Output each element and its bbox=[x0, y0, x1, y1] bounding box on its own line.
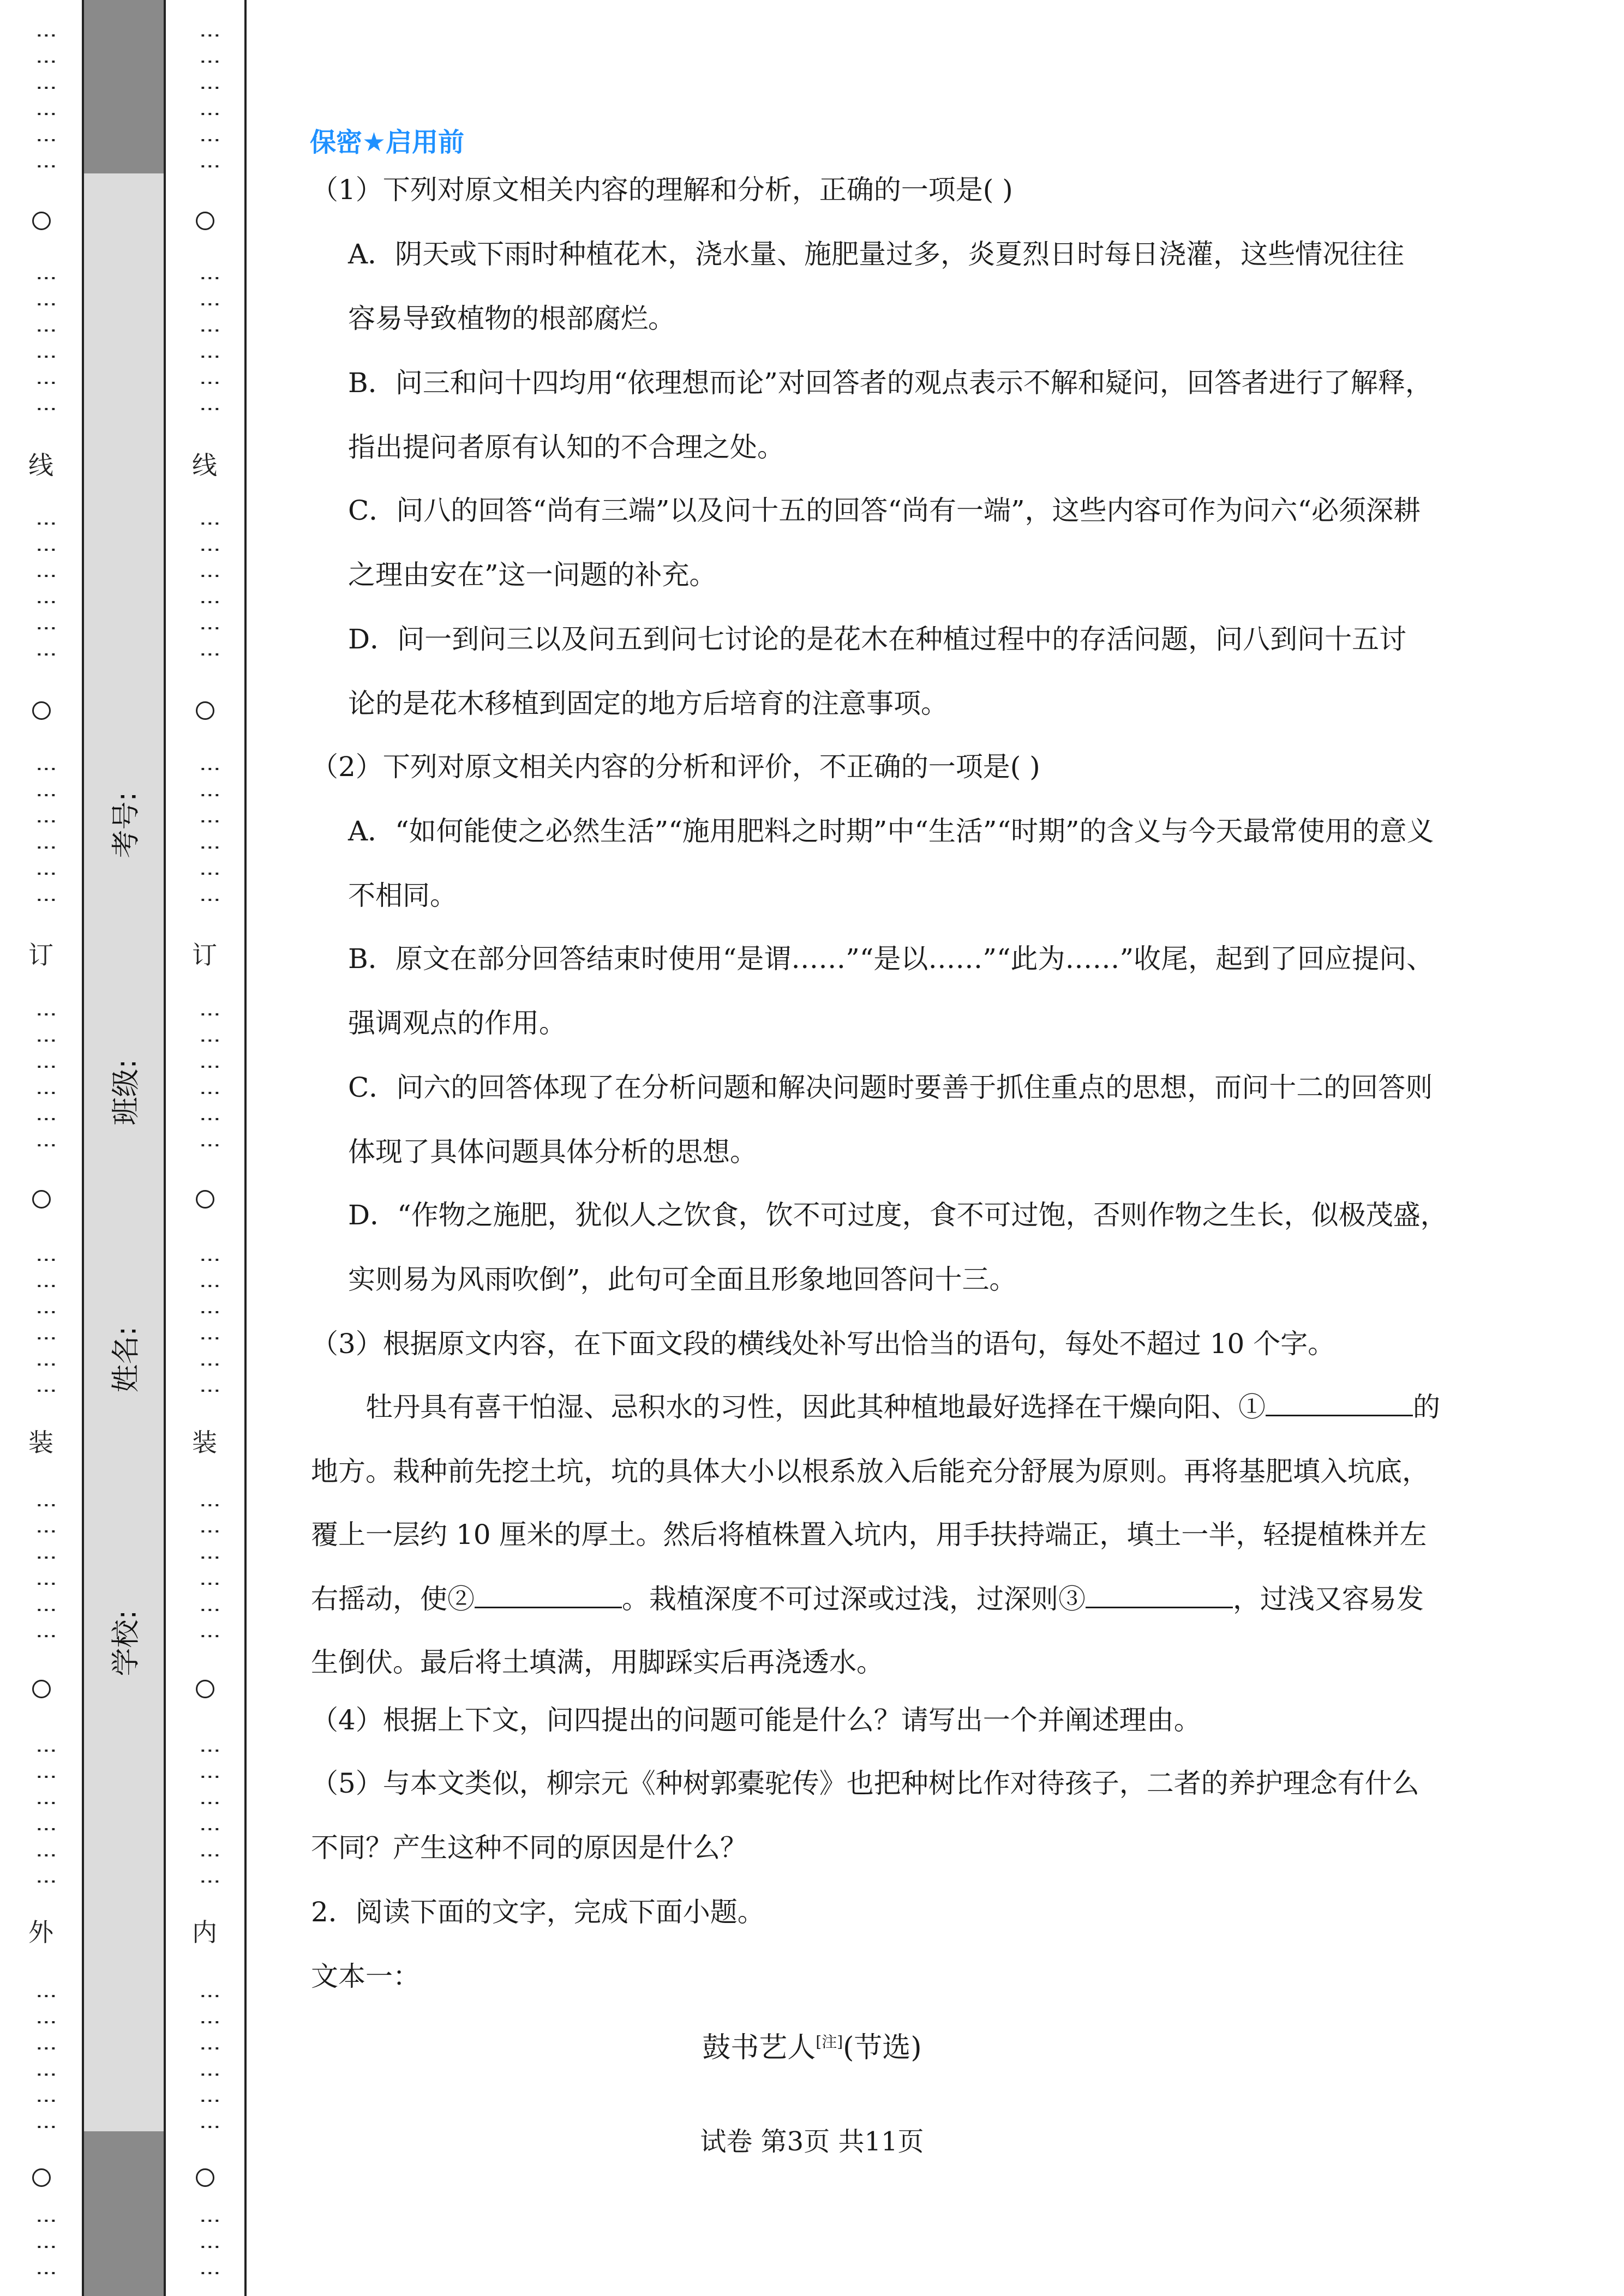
q3-text: 。栽植深度不可过深或过浅，过深则③ bbox=[622, 1583, 1086, 1615]
binding-band bbox=[83, 0, 165, 2296]
inner-mark-zhuang: 装 bbox=[192, 1428, 217, 1457]
inner-mark-nei: 内 bbox=[192, 1918, 217, 1947]
binding-hole-icon bbox=[196, 701, 214, 720]
q1-option-d-cont: 论的是花木移植到固定的地方后培育的注意事项。 bbox=[348, 688, 948, 719]
q3-passage-line-4 bbox=[311, 1583, 1424, 1615]
question-3-stem: （3）根据原文内容，在下面文段的横线处补写出恰当的语句，每处不超过 10 个字。 bbox=[311, 1328, 1335, 1360]
binding-hole-icon bbox=[32, 701, 51, 720]
q2-option-c: C．问六的回答体现了在分析问题和解决问题时要善于抓住重点的思想，而问十二的回答则 bbox=[348, 1072, 1433, 1103]
margin-divider-mid bbox=[164, 0, 166, 2296]
q3-passage-line-1 bbox=[365, 1391, 1440, 1423]
q3-passage-line-5: 生倒伏。最后将土填满，用脚踩实后再浇透水。 bbox=[311, 1646, 884, 1678]
outer-mark-ding: 订 bbox=[28, 940, 53, 970]
margin-divider-left bbox=[82, 0, 84, 2296]
binding-band-top bbox=[83, 0, 165, 173]
question-5-stem-cont: 不同？产生这种不同的原因是什么？ bbox=[311, 1832, 747, 1864]
field-exam-number-label[interactable]: 考号: bbox=[110, 791, 143, 858]
q1-option-d: D．问一到问三以及问五到问七讨论的是花木在种植过程中的存活问题，问八到问十五讨 bbox=[348, 623, 1407, 655]
binding-hole-icon bbox=[196, 1680, 214, 1698]
q2-option-a-cont: 不相同。 bbox=[348, 880, 457, 911]
passage-title-suffix: (节选) bbox=[843, 2031, 922, 2064]
binding-hole-icon bbox=[196, 212, 214, 230]
passage-title bbox=[0, 2024, 1624, 2065]
binding-hole-icon bbox=[32, 2168, 51, 2187]
binding-hole-icon bbox=[196, 1190, 214, 1209]
outer-mark-wai: 外 bbox=[28, 1918, 53, 1947]
page-footer: 试卷 第3页 共11页 bbox=[700, 2126, 924, 2157]
q1-option-a: A．阴天或下雨时种植花木，浇水量、施肥量过多，炎夏烈日时每日浇灌，这些情况往往 bbox=[348, 238, 1405, 270]
binding-hole-icon bbox=[196, 2168, 214, 2187]
q2-option-d: D．“作物之施肥，犹似人之饮食，饮不可过度，食不可过饱，否则作物之生长，似极茂盛， bbox=[348, 1199, 1448, 1231]
q1-option-b-cont: 指出提问者原有认知的不合理之处。 bbox=[348, 431, 784, 463]
q3-text: ，过浅又容易发 bbox=[1233, 1583, 1424, 1615]
text-one-label: 文本一： bbox=[311, 1961, 420, 1992]
inner-mark-xian: 线 bbox=[192, 450, 217, 480]
q2-option-d-cont: 实则易为风雨吹倒”，此句可全面且形象地回答问十三。 bbox=[348, 1264, 1017, 1295]
q2-option-b-cont: 强调观点的作用。 bbox=[348, 1007, 566, 1039]
field-name-label[interactable]: 姓名: bbox=[110, 1326, 143, 1393]
outer-cut-line: ⋮⋮⋮⋮⋮⋮ ⋮⋮⋮⋮⋮⋮ 线 ⋮⋮⋮⋮⋮⋮ ⋮⋮⋮⋮⋮⋮ 订 ⋮⋮⋮⋮⋮⋮ ⋮⋮⋮⋮⋮⋮ 装 ⋮⋮⋮⋮⋮⋮ ⋮⋮⋮⋮⋮⋮ 外 ⋮⋮⋮⋮⋮⋮ ⋮⋮⋮ bbox=[25, 0, 57, 2296]
q2-option-a: A．“如何能使之必然生活”“施用肥料之时期”中“生活”“时期”的含义与今天最常使用的意义 bbox=[348, 815, 1434, 847]
q3-passage-line-2: 地方。栽种前先挖土坑，坑的具体大小以根系放入后能充分舒展为原则。再将基肥填入坑底， bbox=[311, 1456, 1429, 1487]
margin-divider-right bbox=[244, 0, 247, 2296]
q1-option-c: C．问八的回答“尚有三端”以及问十五的回答“尚有一端”，这些内容可作为问六“必须深耕 bbox=[348, 495, 1421, 526]
outer-mark-xian: 线 bbox=[28, 450, 53, 480]
question-2-stem: （2）下列对原文相关内容的分析和评价，不正确的一项是( ) bbox=[311, 751, 1040, 783]
question-5-stem: （5）与本文类似，柳宗元《种树郭橐驼传》也把种树比作对待孩子，二者的养护理念有什么 bbox=[311, 1768, 1419, 1799]
q3-text: 的 bbox=[1413, 1391, 1440, 1423]
q1-option-c-cont: 之理由安在”这一问题的补充。 bbox=[348, 559, 717, 591]
binding-band-middle bbox=[83, 173, 165, 2131]
binding-hole-icon bbox=[32, 1190, 51, 1209]
outer-mark-zhuang: 装 bbox=[28, 1428, 53, 1457]
q3-text: 右摇动，使② bbox=[311, 1583, 475, 1615]
field-class-label[interactable]: 班级: bbox=[110, 1059, 143, 1126]
q2-option-c-cont: 体现了具体问题具体分析的思想。 bbox=[348, 1136, 757, 1168]
passage-note-mark: [注] bbox=[816, 2033, 843, 2051]
q3-passage-line-3: 覆上一层约 10 厘米的厚土。然后将植株置入坑内，用手扶持端正，填土一半，轻提植株并左 bbox=[311, 1519, 1427, 1550]
binding-hole-icon bbox=[32, 212, 51, 230]
inner-mark-ding: 订 bbox=[192, 940, 217, 970]
field-school-label[interactable]: 学校: bbox=[110, 1609, 143, 1676]
binding-hole-icon bbox=[32, 1680, 51, 1698]
answer-blank-3[interactable] bbox=[1086, 1583, 1233, 1608]
question-4-stem: （4）根据上下文，问四提出的问题可能是什么？请写出一个并阐述理由。 bbox=[311, 1704, 1201, 1736]
q2-option-b: B．原文在部分回答结束时使用“是谓……”“是以……”“此为……”收尾，起到了回应提问、 bbox=[348, 943, 1434, 975]
q3-text: 牡丹具有喜干怕湿、忌积水的习性，因此其种植地最好选择在干燥向阳、① bbox=[365, 1391, 1266, 1423]
passage-title-main: 鼓书艺人 bbox=[702, 2031, 816, 2064]
confidential-header: 保密★启用前 bbox=[310, 127, 465, 158]
answer-blank-2[interactable] bbox=[475, 1583, 622, 1608]
inner-cut-line: ⋮⋮⋮⋮⋮⋮ ⋮⋮⋮⋮⋮⋮ 线 ⋮⋮⋮⋮⋮⋮ ⋮⋮⋮⋮⋮⋮ 订 ⋮⋮⋮⋮⋮⋮ ⋮⋮⋮⋮⋮⋮ 装 ⋮⋮⋮⋮⋮⋮ ⋮⋮⋮⋮⋮⋮ 内 ⋮⋮⋮⋮⋮⋮ ⋮⋮⋮ bbox=[188, 0, 221, 2296]
q1-option-a-cont: 容易导致植物的根部腐烂。 bbox=[348, 303, 675, 334]
q1-option-b: B．问三和问十四均用“依理想而论”对回答者的观点表示不解和疑问，回答者进行了解释， bbox=[348, 367, 1433, 399]
question-1-stem: （1）下列对原文相关内容的理解和分析，正确的一项是( ) bbox=[311, 174, 1013, 206]
section-2-heading: 2．阅读下面的文字，完成下面小题。 bbox=[311, 1896, 765, 1928]
answer-blank-1[interactable] bbox=[1266, 1391, 1413, 1416]
